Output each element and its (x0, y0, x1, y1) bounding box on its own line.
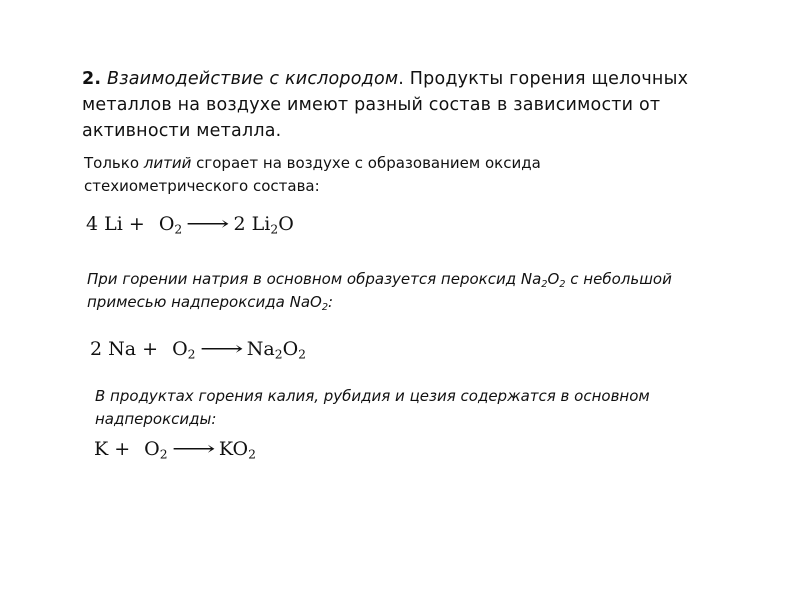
eq2-product-o: O (282, 338, 299, 360)
potassium-paragraph: В продуктах горения калия, рубидия и цезия содержатся в основном надпероксиды: (95, 387, 650, 428)
eq2-product-na-sub: 2 (274, 347, 283, 362)
eq3-reactant-k: K (94, 438, 109, 460)
potassium-equation (94, 438, 256, 460)
lithium-text-start: Только (84, 154, 144, 172)
eq3-product-ko: KO (218, 438, 249, 460)
eq2-product-na: Na (246, 338, 275, 360)
eq3-arrow: ⟶ (171, 438, 216, 460)
section-number: 2. (82, 69, 102, 89)
lithium-paragraph (84, 152, 684, 198)
eq1-arrow: ⟶ (186, 213, 230, 235)
eq3-reactant-o: O (144, 438, 160, 460)
sodium-sub-2: 2 (559, 278, 566, 290)
eq1-plus: + (128, 213, 145, 235)
sodium-paragraph (87, 268, 707, 314)
eq1-reactant-o: O (158, 213, 175, 235)
eq2-arrow: ⟶ (199, 338, 243, 360)
eq1-reactant-li: Li (104, 213, 123, 235)
eq1-reactant-o-sub: 2 (174, 222, 183, 237)
sodium-sub-1: 2 (541, 278, 548, 290)
sodium-text-2: O (547, 270, 560, 288)
sodium-equation (90, 338, 306, 360)
sodium-sub-3: 2 (321, 301, 329, 313)
eq1-product-coefficient: 2 (233, 213, 246, 235)
eq1-product-li: Li (251, 213, 271, 235)
sodium-text-4: : (328, 293, 334, 311)
eq2-reactant-o: O (172, 338, 188, 360)
eq2-product-o-sub: 2 (298, 347, 306, 362)
section-heading (82, 66, 722, 144)
lithium-equation (86, 213, 294, 235)
eq3-plus: + (114, 438, 131, 460)
eq3-product-sub: 2 (248, 447, 256, 462)
eq2-reactant-o-sub: 2 (187, 347, 196, 362)
section-heading-text: . Продукты горения щелочных металлов на воздухе имеют разный состав в зависимости от активности металла. (82, 69, 689, 141)
eq3-reactant-o-sub: 2 (159, 447, 168, 462)
eq1-product-o: O (278, 213, 294, 235)
lithium-text-end: сгорает на воздухе с образованием оксида стехиометрического состава: (84, 154, 541, 195)
sodium-text-3: с небольшой примесью надпероксида NaO (87, 270, 672, 311)
section-topic: Взаимодействие с кислородом (107, 69, 399, 89)
eq2-reactant-na: Na (108, 338, 137, 360)
lithium-word: литий (143, 154, 192, 172)
sodium-text-1: При горении натрия в основном образуется пероксид Na (87, 270, 542, 288)
eq2-plus: + (142, 338, 159, 360)
eq1-coefficient: 4 (86, 213, 99, 235)
eq1-product-sub: 2 (270, 222, 279, 237)
eq2-coefficient: 2 (90, 338, 103, 360)
